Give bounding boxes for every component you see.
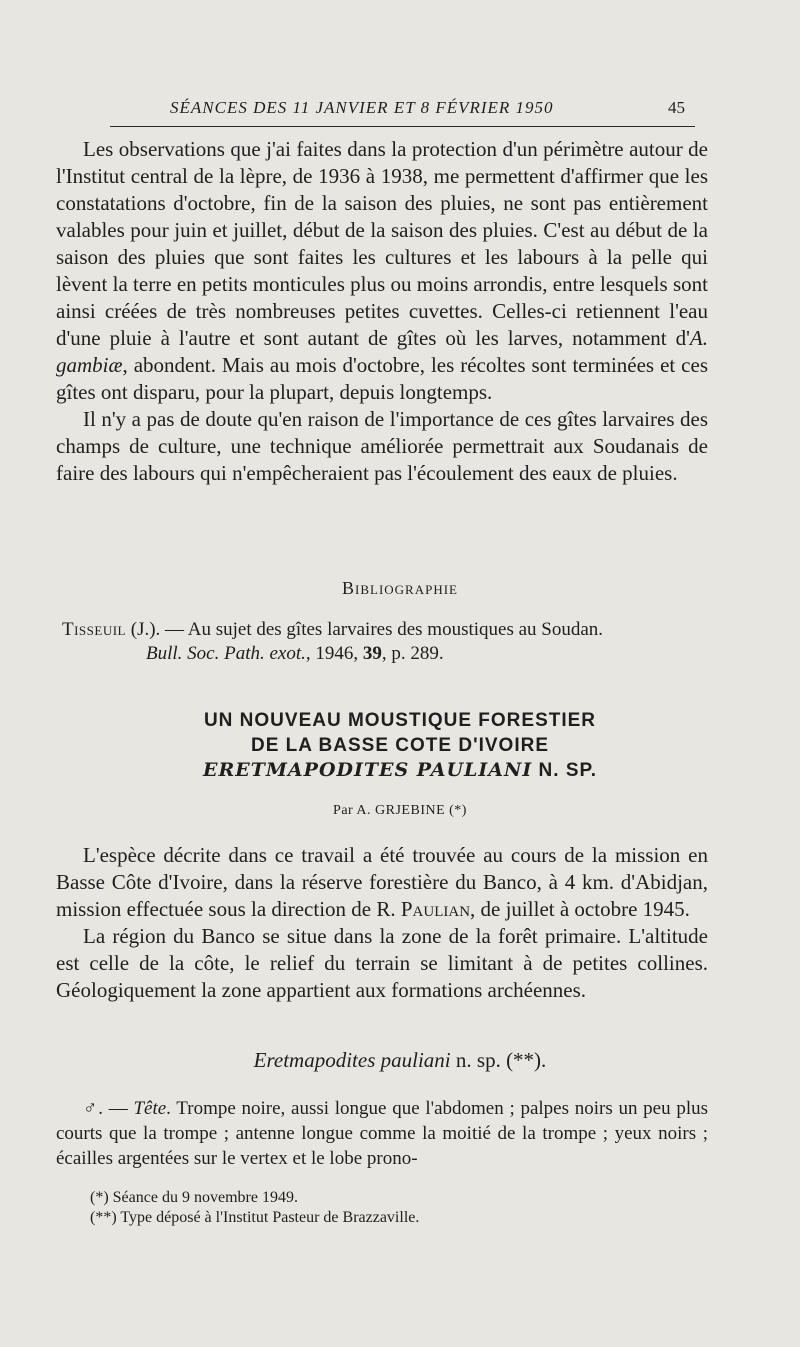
species-ref: A. gambiæ (56, 326, 708, 377)
bibliography-heading: Bibliographie (342, 578, 458, 598)
bib-author: Tisseuil (62, 619, 126, 640)
running-head-title: SÉANCES DES 11 JANVIER ET 8 FÉVRIER 1950 (170, 98, 554, 117)
article-text (56, 842, 708, 1004)
article-title: UN NOUVEAU MOUSTIQUE FORESTIER DE LA BASSE COTE D'IVOIRE ERETMAPODITES PAULIANI N. SP. (202, 710, 598, 781)
footnote-2: (**) Type déposé à l'Institut Pasteur de Brazzaville. (90, 1209, 420, 1226)
intro-paragraph-1: Les observations que j'ai faites dans la protection d'un périmètre autour de l'Institut central de la lèpre, de 1936 à 1938, me permettent d'affirmer que les constatations d'octobre, fin de la saison des pluies, ne sont pas entièrement valables pour juin et juillet, début de la saison des pluies. C'est au début de la saison des pluies que sont faites les cultures et les labours à la pelle qui lèvent la terre en petits monticules plus ou moins arrondis, entre lesquels sont ainsi créées de très nombreuses petites cuvettes. Celles-ci retiennent l'eau d'une pluie à l'autre et sont autant de gîtes où les larves, notamment d'A. gambiæ, abondent. Mais au mois d'octobre, les récoltes sont terminées et ces gîtes ont disparu, pour la plupart, depuis longtemps. (56, 137, 708, 404)
intro-text (56, 136, 708, 487)
article-paragraph-1: L'espèce décrite dans ce travail a été trouvée au cours de la mission en Basse Côte d'Ivoire, dans la réserve forestière du Banco, à 4 km. d'Abidjan, mission effectuée sous la direction de R. Paulian, de juillet à octobre 1945. (56, 843, 708, 921)
description-text (56, 1096, 708, 1171)
article-paragraph-2: La région du Banco se situe dans la zone de la forêt primaire. L'altitude est celle de la côte, le relief du terrain se limitant à de petites collines. Géologiquement la zone appartient aux formations archéennes. (56, 924, 708, 1002)
article-species-title: ERETMAPODITES PAULIANI (202, 759, 533, 781)
species-heading: Eretmapodites pauliani n. sp. (**). (253, 1048, 547, 1072)
footnote-1: (*) Séance du 9 novembre 1949. (90, 1189, 298, 1206)
bibliography-entry: Tisseuil (J.). — Au sujet des gîtes larvaires des moustiques au Soudan. Bull. Soc. Path. exot., 1946, 39, p. 289. (62, 619, 604, 664)
male-symbol-icon: ♂ (83, 1098, 99, 1119)
running-head (110, 98, 695, 127)
footnotes (90, 1188, 690, 1228)
intro-paragraph-2: Il n'y a pas de doute qu'en raison de l'importance de ces gîtes larvaires des champs de culture, une technique améliorée permettrait aux Soudanais de faire des labours qui n'empêcheraient pas l'écoulement des eaux de pluies. (56, 407, 708, 485)
bib-journal: Bull. Soc. Path. exot. (146, 643, 306, 664)
page-number: 45 (668, 98, 685, 117)
description-paragraph: ♂. — Tête. Trompe noire, aussi longue que l'abdomen ; palpes noirs un peu plus courts que la trompe ; antenne longue comme la moitié de la trompe ; yeux noirs ; écailles argentées sur le vertex et le lobe prono- (56, 1098, 709, 1169)
byline: Par A. GRJEBINE (*) (333, 803, 467, 818)
